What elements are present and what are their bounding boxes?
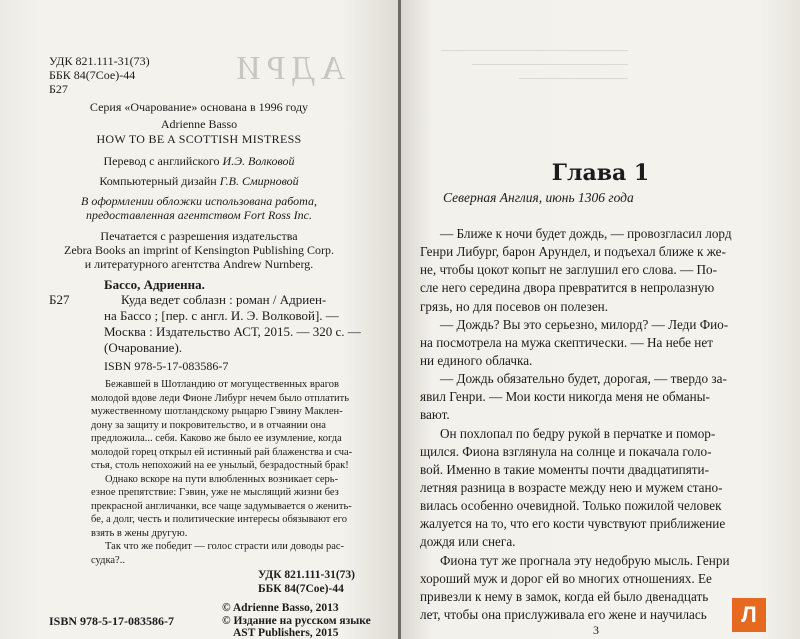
body-line: Фиона тут же прогнала эту недобрую мысль. Генри <box>440 552 730 568</box>
udk-code: УДК 821.111-31(73) <box>49 54 150 68</box>
chapter-setting: Северная Англия, июнь 1306 года <box>443 190 634 205</box>
body-line: вой. Именно в такие моменты почти двадцатипяти- <box>420 461 709 477</box>
copyright-publisher: AST Publishers, 2015 <box>233 627 339 639</box>
body-line: щился. Фиона взглянула на солнце и покачала голо- <box>420 443 712 459</box>
cover-note-2: предоставленная агентством Fort Ross Inc. <box>86 208 312 222</box>
original-author: Adrienne Basso <box>160 117 238 131</box>
series-line: Серия «Очарование» основана в 1996 году <box>89 100 309 114</box>
designer-name: Г.В. Смирновой <box>219 174 299 188</box>
permission-2: Zebra Books an imprint of Kensington Publishing Corp. <box>64 243 334 257</box>
biblio-line-3: Москва : Издательство АСТ, 2015. — 320 с. — <box>104 324 361 339</box>
udk-bottom: УДК 821.111-31(73) <box>258 569 355 581</box>
body-line: — Ближе к ночи будет дождь, — провозгласил лорд <box>440 226 732 241</box>
original-title: HOW TO BE A SCOTTISH MISTRESS <box>96 132 302 146</box>
page-number: 3 <box>593 623 599 637</box>
isbn-bottom: ISBN 978-5-17-083586-7 <box>49 614 174 628</box>
annotation-line: Однако вскоре на пути влюбленных возникает серь- <box>105 473 339 485</box>
chapter-title: Глава 1 <box>551 160 650 186</box>
body-line: хороший муж и дорог ей во многих отношениях. Ее <box>420 570 712 586</box>
copyright-edition: © Издание на русском языке <box>222 615 371 627</box>
body-line: — Дождь обязательно будет, дорогая, — твердо за- <box>440 371 727 387</box>
bleed-through-text: ──────────────────────── ──────────────────── ────────────── <box>441 45 629 85</box>
body-line: вилась особенно очевидной. Только пожилой человек <box>420 498 722 514</box>
cutter-code: Б27 <box>49 82 68 96</box>
annotation-line: Бежавшей в Шотландию от могущественных врагов <box>105 379 339 390</box>
annotation-line: предложила... себя. Каково же было ее изумление, когда <box>91 433 342 444</box>
annotation-line: бе, а долг, честь и политические интересы обязывают его <box>91 514 347 525</box>
bleed-through-text: АДРИ <box>230 50 346 87</box>
biblio-author: Бассо, Адриенна. <box>104 277 205 292</box>
permission-3: и литературного агентства Andrew Nurnberg. <box>84 257 314 271</box>
annotation-line: судка?.. <box>91 554 125 566</box>
body-line: вают. <box>420 407 450 423</box>
labirint-logo-icon: Л <box>732 598 766 632</box>
body-line: Он похлопал по бедру рукой в перчатке и помор- <box>440 425 716 441</box>
cover-note-1: В оформлении обложки использована работа, <box>80 194 317 208</box>
designer-line: Компьютерный дизайн Г.В. Смирновой <box>99 174 299 188</box>
body-line: летняя разница в возрасте между нею и мужем стано- <box>420 480 723 495</box>
body-line: привезли к нему в замок, когда ей было двенадцать <box>420 588 709 604</box>
body-line: ни единого облачка. <box>420 353 533 368</box>
annotation-line: молодой вдове леди Фионе Либург нечем было отплатить <box>91 392 350 404</box>
body-line: — Дождь? Вы это серьезно, милорд? — Леди Фио- <box>440 316 729 332</box>
biblio-line-4: (Очарование). <box>104 340 183 355</box>
annotation-line: молодой горец открыл ей истинный рай блаженства и сча- <box>91 446 353 458</box>
body-line: не, чтобы цокот копыт не заглушил его слова. — По- <box>420 262 717 278</box>
body-line: лет, чтобы она прислуживала его жене и научилась <box>420 607 707 622</box>
body-line: сле него середина двора превратится в непролазную <box>420 280 715 296</box>
copyright-author: © Adrienne Basso, 2013 <box>222 602 339 614</box>
biblio-cutter: Б27 <box>49 292 70 307</box>
translator-name: И.Э. Волковой <box>222 154 295 168</box>
annotation-line: дону за защиту и покровительство, и в отчаянии она <box>91 419 326 431</box>
left-page-copyright <box>0 0 398 639</box>
annotation-line: взять в жены другую. <box>91 527 188 539</box>
annotation-line: Так что же победит — голос страсти или доводы рас- <box>105 541 345 552</box>
permission-1: Печатается с разрешения издательства <box>100 229 298 243</box>
isbn-middle: ISBN 978-5-17-083586-7 <box>104 359 229 373</box>
bbk-code: ББК 84(7Сое)-44 <box>49 68 136 82</box>
body-line: явил Генри. — Мои кости никогда меня не обманы- <box>420 389 710 405</box>
body-line: Генри Либург, барон Арундел, и подъехал ближе к же- <box>420 244 726 260</box>
annotation-line: стья, столь непохожий на ее унылый, безрадостный брак! <box>91 460 349 471</box>
bbk-bottom: ББК 84(7Сое)-44 <box>258 583 344 595</box>
biblio-line-2: на Бассо ; [пер. с англ. И. Э. Волковой]. — <box>104 308 339 323</box>
annotation-line: прекрасной англичанки, все чаще задумывается о женить- <box>91 500 352 512</box>
body-line: жалуется на то, что его кости чувствуют приближение <box>420 516 726 532</box>
biblio-line-1: Куда ведет соблазн : роман / Адриен- <box>121 292 327 307</box>
body-line: дождя или снега. <box>420 534 516 550</box>
body-line: грязь, но для посевов он полезен. <box>420 298 609 314</box>
translator-line: Перевод с английского И.Э. Волковой <box>103 154 295 168</box>
annotation-line: мужественному шотландскому рыцарю Гэвину Маклен- <box>91 406 343 417</box>
annotation-line: езное препятствие: Гэвин, уже не мыслящий жизни без <box>91 487 339 498</box>
body-line: на посмотрела на мужа скептически. — На небе нет <box>420 334 713 350</box>
